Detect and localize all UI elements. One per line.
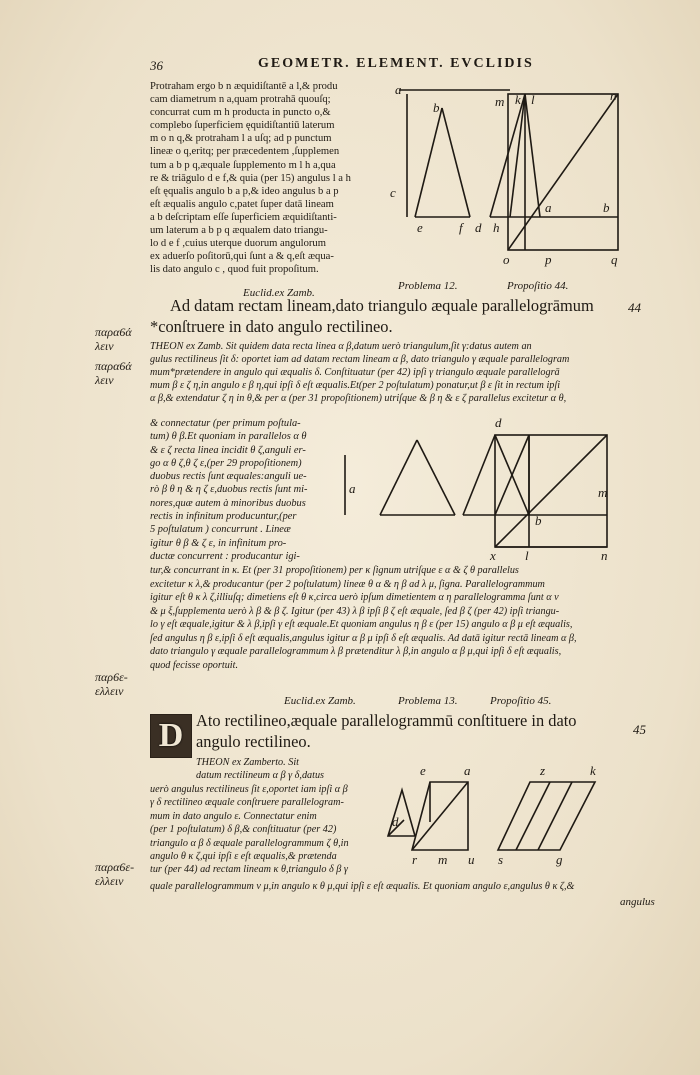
theon-45-narrow [150,783,349,877]
problem-label: Problema 12. [398,280,458,292]
theon-44-narrow [150,417,308,563]
margin-number-44: 44 [628,300,641,315]
fig-label: b [433,100,440,115]
fig-label: g [556,852,563,867]
text-line: nores,quæ autem à minoribus duobus [150,497,306,509]
theon-45-rest [150,880,574,893]
fig-label: l [531,92,535,107]
fig-label: o [503,252,510,267]
text-line: ductæ concurrent : producantur igi- [150,550,300,562]
text-line: quale parallelogrammum ν μ,in angulo κ θ μ,qui ipſi ε eſt æqualis. Et quoniam angulo ε,angulus θ κ ζ,& [150,881,575,892]
text-line: go α θ ζ,θ ζ ε,(per 29 propoſitionem) [150,457,302,469]
fig-label: z [540,763,546,778]
text-line: rectis in infinitum producuntur,(per [150,511,297,523]
text-line: excitetur κ λ,& producantur (per 2 poſtulatum) lineæ θ α & η β ad λ μ, ſigna. Parallelogrammum [150,578,545,590]
text-line: igitur eſt θ κ λ ζ,illiuſq; dimetiens eſt θ κ,circa uerò ipſum dimetientem α η parallelogramma ſunt α ν [150,592,559,603]
marginal-note: παρ6ε- ελλειν [95,670,128,698]
text-line: mum*prætendere in angulo qui æqualis δ. Conſtituatur (per 42) ipſi γ triangulo æquale parallelogrā [150,367,560,379]
text-line: uerò angulus rectilineus ſit ε,oportet iam ipſi α β [150,784,348,795]
decorated-initial: D [150,714,192,758]
text-line: m o n q,& protraham l a uſq; ad p punctum [150,133,332,145]
figure-labels [390,82,618,267]
figure-labels [349,415,608,563]
text-line: mum in dato angulo ε. Connectatur enim [150,810,317,822]
text-line: triangulo α β δ æquale parallelogrammum ζ θ,in [150,837,349,849]
title-line: Ad datam rectam lineam,dato triangulo æquale parallelogrāmum [170,296,594,315]
text-line: mum β ε ζ η,in angulo ε β η,qui ipſi δ eſt æqualis.Et(per 2 poſtulatum) ponatur,ut β ε ſit in rectum ipſi [150,380,561,392]
proposition-45-title: Ato rectilineo,æquale parallelogrammū conſtituere in dato [196,711,577,730]
propositio-label: Propoſitio 45. [490,695,552,707]
propositio-label: Propoſitio 44. [507,280,569,292]
text-line: quod fecisse oportuit. [150,659,239,671]
text-line: tum a b p q,æquale ſupplemento m l h a,qua [150,159,336,171]
text-line: γ δ rectilineo æquale conſtruere parallelogram- [150,797,344,809]
theon-44-rest [150,564,577,672]
text-line: um laterum a b p q æqualem dato triangu- [150,225,328,237]
figure-proposition-43 [385,82,630,272]
fig-label: d [392,814,399,829]
fig-label: u [468,852,475,867]
text-line: complebo ſuperficiem ęquidiſtantiū laterum [150,120,335,132]
text-line: lo γ eſt æquale,igitur & λ β,ipſi γ eſt æquale.Et quoniam angulus η β ε (per 15) angulo α β μ eſt æqualis, [150,619,573,630]
text-line: eſt ęqualis angulo b a p,& ideo angulus b a p [150,185,339,197]
fig-label: c [390,185,396,200]
text-line: & ε ζ recta linea incidit θ ζ,anguli er- [150,444,306,456]
figure-lines [399,90,618,250]
title-line: *conſtruere in dato angulo rectilineo. [150,317,393,336]
figure-proposition-44 [335,415,625,565]
text-line: lo d e f ,cuius uterque duorum angulorum [150,238,326,250]
page-header [150,56,670,76]
fig-label: p [545,252,552,267]
marginal-note: παρα6ά λειν [95,359,132,387]
figure-proposition-45 [380,760,605,870]
proposition-44-title-cont [150,317,393,336]
fig-label: l [525,548,529,563]
fig-label: a [545,200,552,215]
text-line: tum) θ β.Et quoniam in parallelos α θ [150,431,307,443]
fig-label: x [490,548,496,563]
page-number: 36 [150,58,163,73]
text-line: re & triāgulo d e f,& quia (per 15) angulus l a h [150,172,351,184]
proposition-44-title [170,296,594,315]
proposition-45-title-cont: angulo rectilineo. [196,732,311,751]
fig-label: d [495,415,502,430]
fig-label: k [590,763,596,778]
text-line: eſt æqualis angulo c,patet ſuper datā lineam [150,198,334,210]
fig-label: a [349,481,356,496]
text-line: cam diametrum n a,quam protrahā quouſq; [150,94,331,106]
text-line: lis dato angulo c , quod fuit propoſitum. [150,264,319,276]
fig-label: s [498,852,504,867]
text-line: dato triangulo γ æquale parallelogrammum λ β prætenditur λ β,in angulo α β μ,qui ipſi δ eſt æqualis, [150,646,562,657]
fig-label: m [495,94,505,109]
fig-label: d [475,220,482,235]
problem-label: Problema 13. [398,695,458,707]
text-line: gulus rectilineus ſit δ: oportet iam ad datam rectam lineam α β, dato triangulo γ æquale parallelogram [150,354,570,366]
figure-lines [345,435,607,547]
fig-label: a [395,82,402,97]
text-line: & μ ξ,ſupplementa uerò λ β & β ζ. Igitur (per 43) λ β ipſi β ζ eſt æquale, ſed β ζ (per 42) ipſi triangu- [150,605,560,617]
text-line: angulo θ κ ζ,qui ipſi ε eſt æqualis,& prætenda [150,851,337,863]
text-line: tur,& concurrant in κ. Et (per 31 propoſitionem) per κ ſignum utriſque ε α & ζ θ parallelus [150,565,519,576]
text-line: Protraham ergo b n æquidiſtantē a l,& produ [150,81,338,92]
figure-lines [388,782,595,850]
text-line: α β,& extendatur ζ η in θ,& per α (per 31 propoſitionem) utriſque & β η & ε ζ parallelus excitetur α θ, [150,393,567,405]
text-line: datum rectilineum α β γ δ,datus [196,770,325,782]
text-line: THEON ex Zamb. Sit quidem data recta linea α β,datum uerò triangulum,ſit γ:datus autem an [150,341,532,352]
figure-labels [392,763,596,867]
fig-label: n [601,548,608,563]
fig-label: q [611,252,618,267]
fig-label: h [493,220,500,235]
fig-label: a [464,763,471,778]
running-head: GEOMETR. ELEMENT. EVCLIDIS [258,56,534,71]
text-line: THEON ex Zamberto. Sit [196,757,300,768]
theon-45-narrow-first [196,756,324,783]
fig-label: b [603,200,610,215]
text-line: igitur θ β & ζ ε, in infinitum pro- [150,537,287,549]
fig-label: b [535,513,542,528]
fig-label: k [515,92,521,107]
source-note: Euclid.ex Zamb. [243,287,315,299]
text-line: (per 1 poſtulatum) δ β,& conſtituatur (per 42) [150,824,337,836]
fig-label: f [459,220,463,235]
marginal-note: παρα6ε- ελλειν [95,860,135,888]
source-note: Euclid.ex Zamb. [284,695,356,707]
text-line: & connectatur (per primum poſtula- [150,418,301,429]
fig-label: e [420,763,426,778]
margin-number-45: 45 [633,722,646,737]
text-line: rò β θ η & η ζ ε,duobus rectis ſunt mi- [150,484,308,496]
catchword: angulus [620,896,655,908]
marginal-note: παρα6ά λειν [95,325,132,353]
fig-label: m [598,485,608,500]
text-line: ſed angulus η β ε,ipſi δ eſt æqualis,angulus igitur α β μ ipſi δ eſt æqualis. Ad datā igitur rectā lineam α β, [150,632,577,644]
top-paragraph [150,80,351,276]
text-line: tur (per 44) ad rectam lineam κ θ,triangulo δ β γ [150,864,348,876]
text-line: 5 poſtulatum ) concurrunt . Lineæ [150,524,291,536]
text-line: lineæ o q,eritq; per præcedentem ,ſupplemen [150,146,340,158]
fig-label: e [417,220,423,235]
text-line: duobus rectis ſunt æquales:anguli ue- [150,471,307,483]
fig-label: m [438,852,448,867]
text-line: concurrat cum m h producta in puncto o,& [150,107,331,119]
fig-label: r [412,852,418,867]
text-line: a b deſcriptam eſſe ſuperficiem æquidiſtanti- [150,211,337,223]
theon-44-intro [150,340,569,405]
text-line: ex aduerſo poſitorū,qui ſunt a & q,eſt æqua- [150,251,334,263]
fig-label: n [610,88,617,103]
